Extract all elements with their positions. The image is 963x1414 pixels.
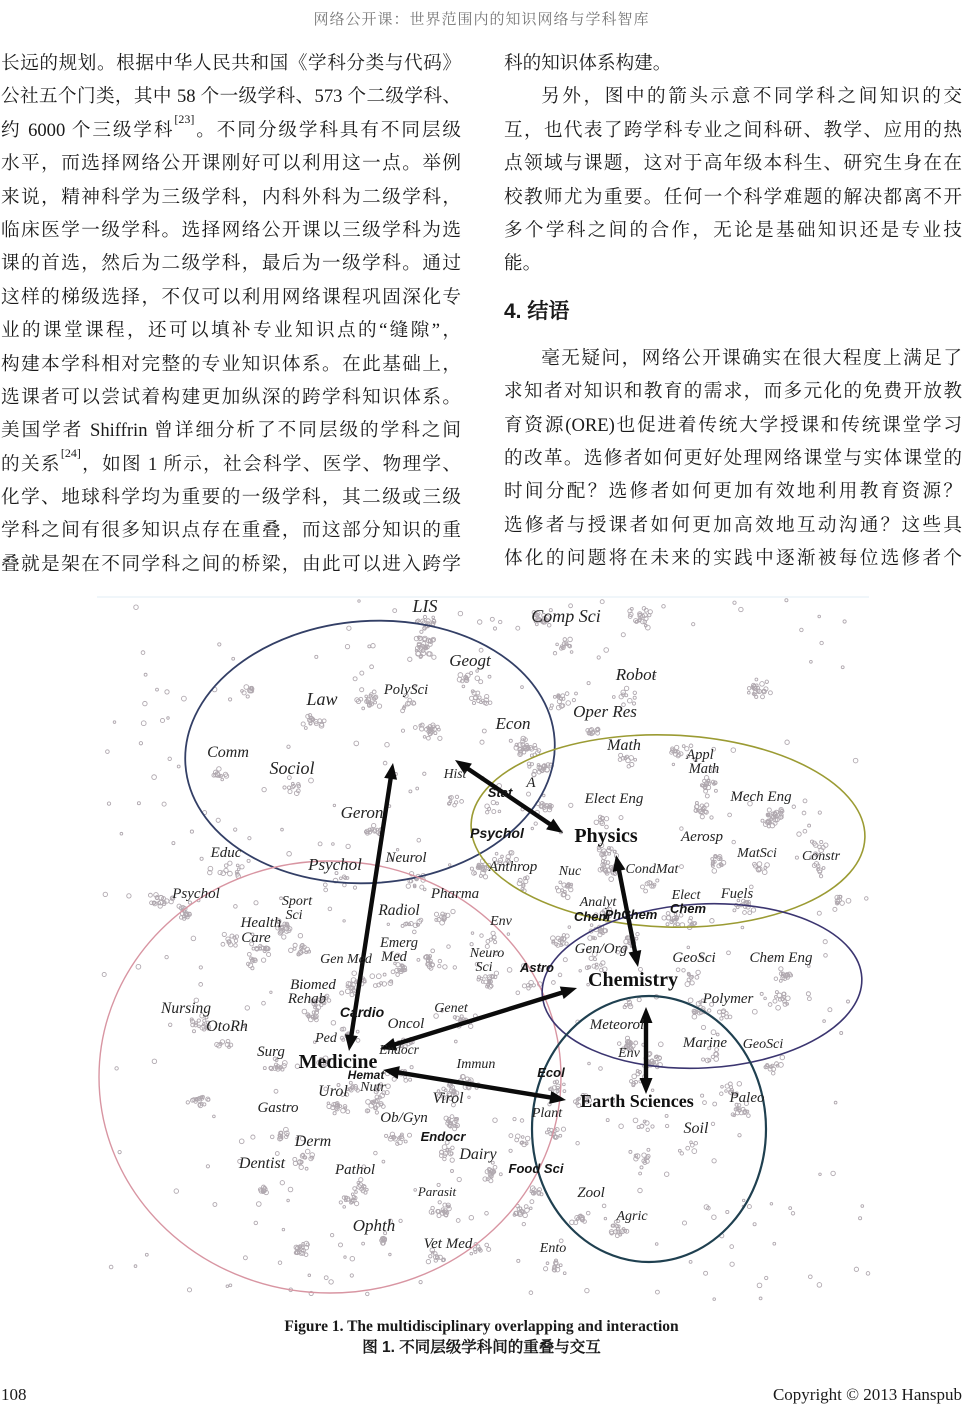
page-footer xyxy=(0,1385,963,1405)
figure-caption-zh: 图 1. 不同层级学科间的重叠与交互 xyxy=(362,1339,601,1356)
page-number: 108 xyxy=(1,1385,27,1404)
discipline-label: Endocr xyxy=(379,1042,419,1057)
discipline-label: Ped xyxy=(315,1031,337,1046)
text-line: 毫无疑问，网络公开课确实在很大程度上满足了 xyxy=(541,347,962,369)
text-line: 体化的问题将在未来的实践中逐渐被每位选修者个 xyxy=(504,548,962,570)
discipline-label: Nursing xyxy=(161,1000,211,1017)
discipline-label: Env xyxy=(490,914,512,929)
figure-caption xyxy=(0,1316,963,1358)
discipline-label: Health xyxy=(240,915,282,931)
text-line: 互，也代表了跨学科专业之间科研、教学、应用的热 xyxy=(504,119,962,141)
discipline-label: Chem xyxy=(669,901,707,916)
text-line: 美国学者 Shiffrin 曾详细分析了不同层级的学科之间 xyxy=(1,420,461,442)
discipline-label: Parasit xyxy=(417,1184,457,1199)
text-line: 这样的梯级选择，不仅可以利用网络课程巩固深化专 xyxy=(1,286,461,308)
discipline-label: Mech Eng xyxy=(730,789,792,805)
discipline-label: Sociol xyxy=(269,758,315,778)
discipline-label: Dentist xyxy=(238,1155,286,1172)
discipline-label: Gen Med xyxy=(320,952,372,967)
discipline-label: Oncol xyxy=(387,1016,425,1032)
discipline-label: Neurol xyxy=(385,850,427,866)
discipline-label: Chem xyxy=(573,909,611,924)
discipline-label: Psychol xyxy=(172,886,220,902)
discipline-label: Plant xyxy=(531,1106,563,1121)
text-line: 求知者对知识和教育的需求，而多元化的免费开放教 xyxy=(504,381,962,403)
discipline-label: Zool xyxy=(577,1185,605,1201)
text-line: 的改革。选修者如何更好处理网络课堂与实体课堂的 xyxy=(504,447,962,469)
text-line: 选课者可以尝试着构建更加纵深的跨学科知识体系。 xyxy=(1,386,461,408)
discipline-label: Nutr xyxy=(360,1080,386,1095)
discipline-label: Ophth xyxy=(352,1216,396,1235)
text-line: 科的知识体系构建。 xyxy=(504,53,672,74)
text-line: 临床医学一级学科。选择网络公开课以三级学科为选 xyxy=(1,219,461,241)
discipline-label: Geogt xyxy=(449,651,491,670)
discipline-ellipse-physics xyxy=(468,728,868,934)
discipline-label: Geron xyxy=(340,803,384,822)
discipline-label: Neuro xyxy=(469,946,505,961)
discipline-label: GeoSci xyxy=(742,1037,784,1052)
text-line: 选修者与授课者如何更加高效地互动沟通？这些具 xyxy=(504,514,962,536)
text-line: 课的首选，然后为二级学科，最后为一级学科。通过 xyxy=(1,253,461,275)
discipline-label: Ento xyxy=(539,1241,567,1256)
discipline-label: Sport xyxy=(281,894,313,909)
discipline-label: Appl xyxy=(686,747,714,763)
discipline-labels xyxy=(160,596,841,1256)
discipline-label: Endocr xyxy=(420,1129,466,1144)
discipline-label: Econ xyxy=(495,714,531,733)
discipline-label: Hist xyxy=(443,766,467,781)
text-line: 构建本学科相对完整的专业知识体系。在此基础上， xyxy=(1,353,461,375)
discipline-label: Vet Med xyxy=(423,1236,473,1252)
text-line: 业的课堂课程，还可以填补专业知识点的“缝隙”， xyxy=(1,320,461,342)
discipline-label: Cardio xyxy=(339,1004,385,1020)
discipline-label: Paleo xyxy=(729,1090,765,1106)
discipline-label: Educ xyxy=(210,845,242,861)
discipline-label: Hemat xyxy=(347,1068,385,1082)
left-column xyxy=(1,47,461,581)
discipline-label: Meteorol xyxy=(589,1017,645,1033)
text-line: 化学、地球科学均为重要的一级学科，其二级或三级 xyxy=(1,487,461,509)
discipline-label: Care xyxy=(241,930,271,946)
discipline-label: CondMat xyxy=(625,862,679,877)
text-line: 点领域与课题，这对于高年级本科生、研究生身在在 xyxy=(504,153,962,175)
running-header: 网络公开课：世界范围内的知识网络与学科智库 xyxy=(313,12,650,28)
discipline-label: LIS xyxy=(412,596,438,616)
text-line: 长远的规划。根据中华人民共和国《学科分类与代码》 xyxy=(1,53,461,74)
text-line: 另外，图中的箭头示意不同学科之间知识的交 xyxy=(541,86,962,108)
text-line: 时间分配？选修者如何更加有效地利用教育资源？ xyxy=(504,481,962,503)
text-line: 学科之间有很多知识点存在重叠，而这部分知识的重 xyxy=(1,520,461,542)
discipline-label: Surg xyxy=(257,1044,285,1060)
discipline-label: Genet xyxy=(434,1001,468,1016)
text-line: 公社五个门类，其中 58 个一级学科、573 个二级学科、 xyxy=(1,86,461,108)
discipline-label: Env xyxy=(618,1046,640,1061)
text-line: 的关系[24]，如图 1 所示，社会科学、医学、物理学、 xyxy=(1,447,461,475)
figure-caption-en: Figure 1. The multidisciplinary overlapping and interaction xyxy=(284,1318,679,1335)
discipline-label: Ob/Gyn xyxy=(380,1110,428,1126)
discipline-label: PhChem xyxy=(604,907,658,922)
text-line: 育资源(ORE)也促进着传统大学授课和传统课堂学习 xyxy=(504,414,962,436)
text-line: 能。 xyxy=(504,253,542,275)
discipline-label: Emerg xyxy=(379,935,419,951)
discipline-label: Medicine xyxy=(298,1051,378,1073)
discipline-label: Ecol xyxy=(537,1065,565,1080)
discipline-label: Radiol xyxy=(378,902,420,919)
text-line: 校教师尤为重要。任何一个科学难题的解决都离不开 xyxy=(504,186,962,208)
discipline-label: Virol xyxy=(432,1090,464,1107)
discipline-label: Fuels xyxy=(720,886,754,902)
discipline-label: Sci xyxy=(285,908,303,923)
figure-1 xyxy=(92,592,874,1314)
discipline-label: Med xyxy=(381,949,407,965)
discipline-label: Agric xyxy=(616,1209,648,1224)
discipline-label: Urol xyxy=(318,1083,348,1100)
discipline-label: Sci xyxy=(475,960,493,975)
discipline-label: GeoSci xyxy=(672,950,716,966)
discipline-label: Elect Eng xyxy=(584,791,644,807)
discipline-label: Rehab xyxy=(287,991,327,1007)
section-heading: 4. 结语 xyxy=(504,299,570,323)
discipline-label: Comp Sci xyxy=(531,606,601,626)
discipline-label: Chemistry xyxy=(588,969,678,991)
discipline-label: Food Sci xyxy=(508,1161,564,1176)
discipline-label: Math xyxy=(607,737,641,754)
discipline-label: PolySci xyxy=(383,682,429,698)
discipline-label: Astro xyxy=(520,960,554,975)
right-column xyxy=(504,47,962,575)
discipline-label: Aerosp xyxy=(681,829,723,845)
discipline-label: Gastro xyxy=(257,1100,299,1116)
discipline-label: Constr xyxy=(801,849,841,864)
discipline-label: Elect xyxy=(671,888,701,903)
discipline-label: Stat xyxy=(487,785,513,800)
discipline-label: Gen/Org xyxy=(574,941,628,957)
discipline-label: Derm xyxy=(294,1133,332,1150)
discipline-label: Anthrop xyxy=(488,859,538,875)
discipline-label: Pharma xyxy=(430,886,480,902)
discipline-label: MatSci xyxy=(737,846,777,861)
science-map-figure xyxy=(92,592,874,1314)
discipline-label: Robot xyxy=(615,665,657,684)
discipline-label: Polymer xyxy=(702,991,754,1007)
discipline-label: Biomed xyxy=(290,977,336,993)
discipline-label: Marine xyxy=(682,1035,728,1051)
discipline-label: Comm xyxy=(207,744,249,761)
discipline-label: Immun xyxy=(456,1057,496,1072)
discipline-label: Earth Sciences xyxy=(580,1091,694,1111)
text-line: 多个学科之间的合作，无论是基础知识还是专业技 xyxy=(504,219,962,241)
discipline-label: Soil xyxy=(683,1120,709,1137)
text-line: 约 6000 个三级学科[23]。不同分级学科具有不同层级 xyxy=(1,113,461,141)
discipline-label: A xyxy=(526,775,536,791)
discipline-label: Law xyxy=(306,689,338,709)
text-line: 来说，精神科学为三级学科，内科外科为二级学科， xyxy=(1,186,461,208)
copyright: Copyright © 2013 Hanspub xyxy=(772,1385,962,1404)
discipline-label: Dairy xyxy=(459,1146,497,1163)
text-line: 水平，而选择网络公开课刚好可以利用这一点。举例 xyxy=(1,153,461,175)
discipline-label: Psychol xyxy=(470,825,524,841)
discipline-label: Math xyxy=(688,761,720,777)
discipline-label: Chem Eng xyxy=(749,950,813,966)
discipline-label: Oper Res xyxy=(573,702,637,721)
discipline-label: Nuc xyxy=(558,864,582,879)
discipline-label: Psychol xyxy=(308,855,362,874)
discipline-label: Physics xyxy=(574,825,638,847)
discipline-label: Pathol xyxy=(335,1162,375,1178)
discipline-label: Analyt xyxy=(579,895,617,910)
discipline-label: OtoRh xyxy=(206,1018,248,1035)
text-line: 叠就是架在不同学科之间的桥梁，由此可以进入跨学 xyxy=(1,553,461,575)
